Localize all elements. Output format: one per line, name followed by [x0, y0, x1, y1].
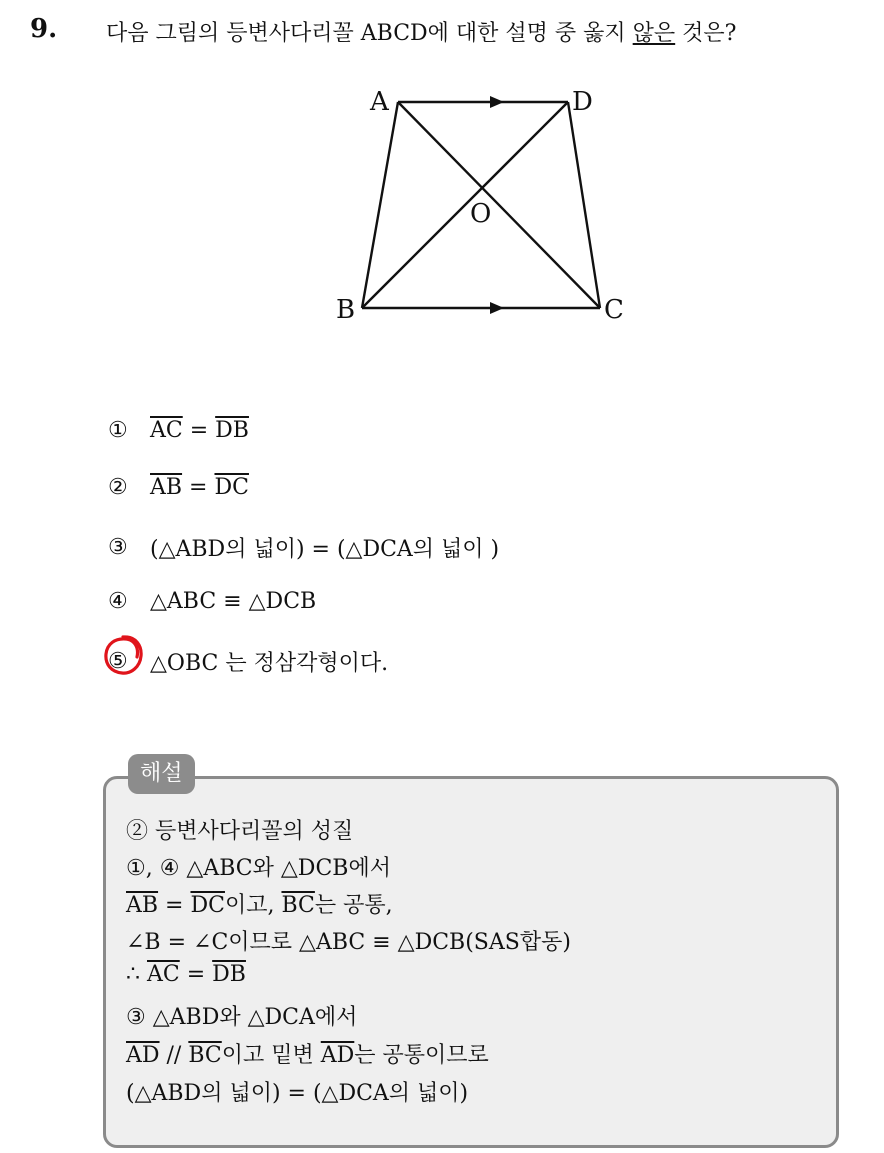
label-o: O — [470, 199, 492, 229]
explanation-line — [126, 851, 391, 882]
segment-symbol: $\overline{AB}$ — [126, 893, 159, 918]
answer-circle-mark — [100, 632, 146, 678]
choice-number: ③ — [108, 535, 128, 560]
choice-number: ② — [108, 475, 128, 500]
explanation-line — [126, 888, 393, 919]
parallel-arrow-bc — [490, 302, 504, 314]
text-fragment: ∴ — [126, 962, 147, 987]
text-fragment: ② 등변사다리꼴의 성질 — [126, 819, 354, 844]
text-fragment: △ABC ≡ △DCB — [150, 589, 317, 614]
segment-symbol: $\overline{AD}$ — [126, 1043, 160, 1068]
choice-5[interactable] — [108, 646, 388, 677]
text-fragment: = — [179, 962, 213, 987]
choice-number: ④ — [108, 589, 128, 614]
label-a: A — [370, 87, 389, 117]
choice-number: ① — [108, 418, 128, 443]
question-text-underlined: 않은 — [632, 21, 676, 46]
segment-symbol: $\overline{DC}$ — [214, 475, 249, 500]
text-fragment: ③ △ABD와 △DCA에서 — [126, 1005, 358, 1030]
trapezoid-figure — [320, 76, 640, 336]
explanation-tag: 해설 — [128, 754, 195, 794]
side-dc — [568, 102, 600, 308]
label-c: C — [604, 295, 624, 325]
segment-symbol: $\overline{BC}$ — [188, 1043, 222, 1068]
choice-text — [150, 589, 316, 614]
text-fragment: 이고, — [224, 893, 282, 918]
segment-symbol: $\overline{AC}$ — [147, 962, 180, 987]
text-fragment: (△ABD의 넓이) = (△DCA의 넓이) — [126, 1081, 469, 1106]
choice-4[interactable] — [108, 589, 316, 614]
segment-symbol: $\overline{AD}$ — [320, 1043, 355, 1068]
choice-text — [150, 532, 499, 563]
segment-symbol: $\overline{DB}$ — [215, 418, 249, 443]
text-fragment: = — [158, 893, 191, 918]
question-text-before: 다음 그림의 등변사다리꼴 ABCD에 대한 설명 중 옳지 — [106, 21, 633, 46]
text-fragment: ①, ④ △ABC와 △DCB에서 — [126, 856, 391, 881]
text-fragment: = — [182, 418, 216, 443]
segment-symbol: $\overline{AC}$ — [150, 418, 183, 443]
choice-1[interactable] — [108, 418, 249, 443]
explanation-line — [126, 814, 353, 845]
text-fragment: ∠B = ∠C이므로 △ABC ≡ △DCB(SAS합동) — [126, 930, 571, 955]
label-d: D — [572, 87, 593, 117]
question-text — [106, 16, 736, 47]
text-fragment: △OBC 는 정삼각형이다. — [150, 651, 389, 676]
parallel-arrow-ad — [490, 96, 504, 108]
text-fragment: = — [182, 475, 215, 500]
choice-text — [150, 475, 249, 500]
explanation-line — [126, 1000, 357, 1031]
choice-number: ⑤ — [108, 649, 128, 674]
text-fragment: (△ABD의 넓이) = (△DCA의 넓이 ) — [150, 537, 500, 562]
explanation-line — [126, 925, 571, 956]
question-number: 9. — [30, 14, 58, 44]
explanation-line — [126, 1038, 489, 1069]
explanation-line — [126, 1076, 468, 1107]
choice-3[interactable] — [108, 532, 499, 563]
explanation-line — [126, 962, 246, 987]
diagonal-ac — [398, 102, 600, 308]
segment-symbol: $\overline{AB}$ — [150, 475, 183, 500]
choice-2[interactable] — [108, 475, 249, 500]
choice-text — [150, 418, 249, 443]
text-fragment: 는 공통이므로 — [354, 1043, 489, 1068]
segment-symbol: $\overline{BC}$ — [281, 893, 315, 918]
choice-text — [150, 646, 388, 677]
label-b: B — [336, 295, 356, 325]
text-fragment: 이고 밑변 — [221, 1043, 321, 1068]
segment-symbol: $\overline{DC}$ — [190, 893, 225, 918]
text-fragment: // — [159, 1043, 189, 1068]
segment-symbol: $\overline{DB}$ — [212, 962, 246, 987]
text-fragment: 는 공통, — [314, 893, 393, 918]
question-text-after: 것은? — [675, 21, 737, 46]
